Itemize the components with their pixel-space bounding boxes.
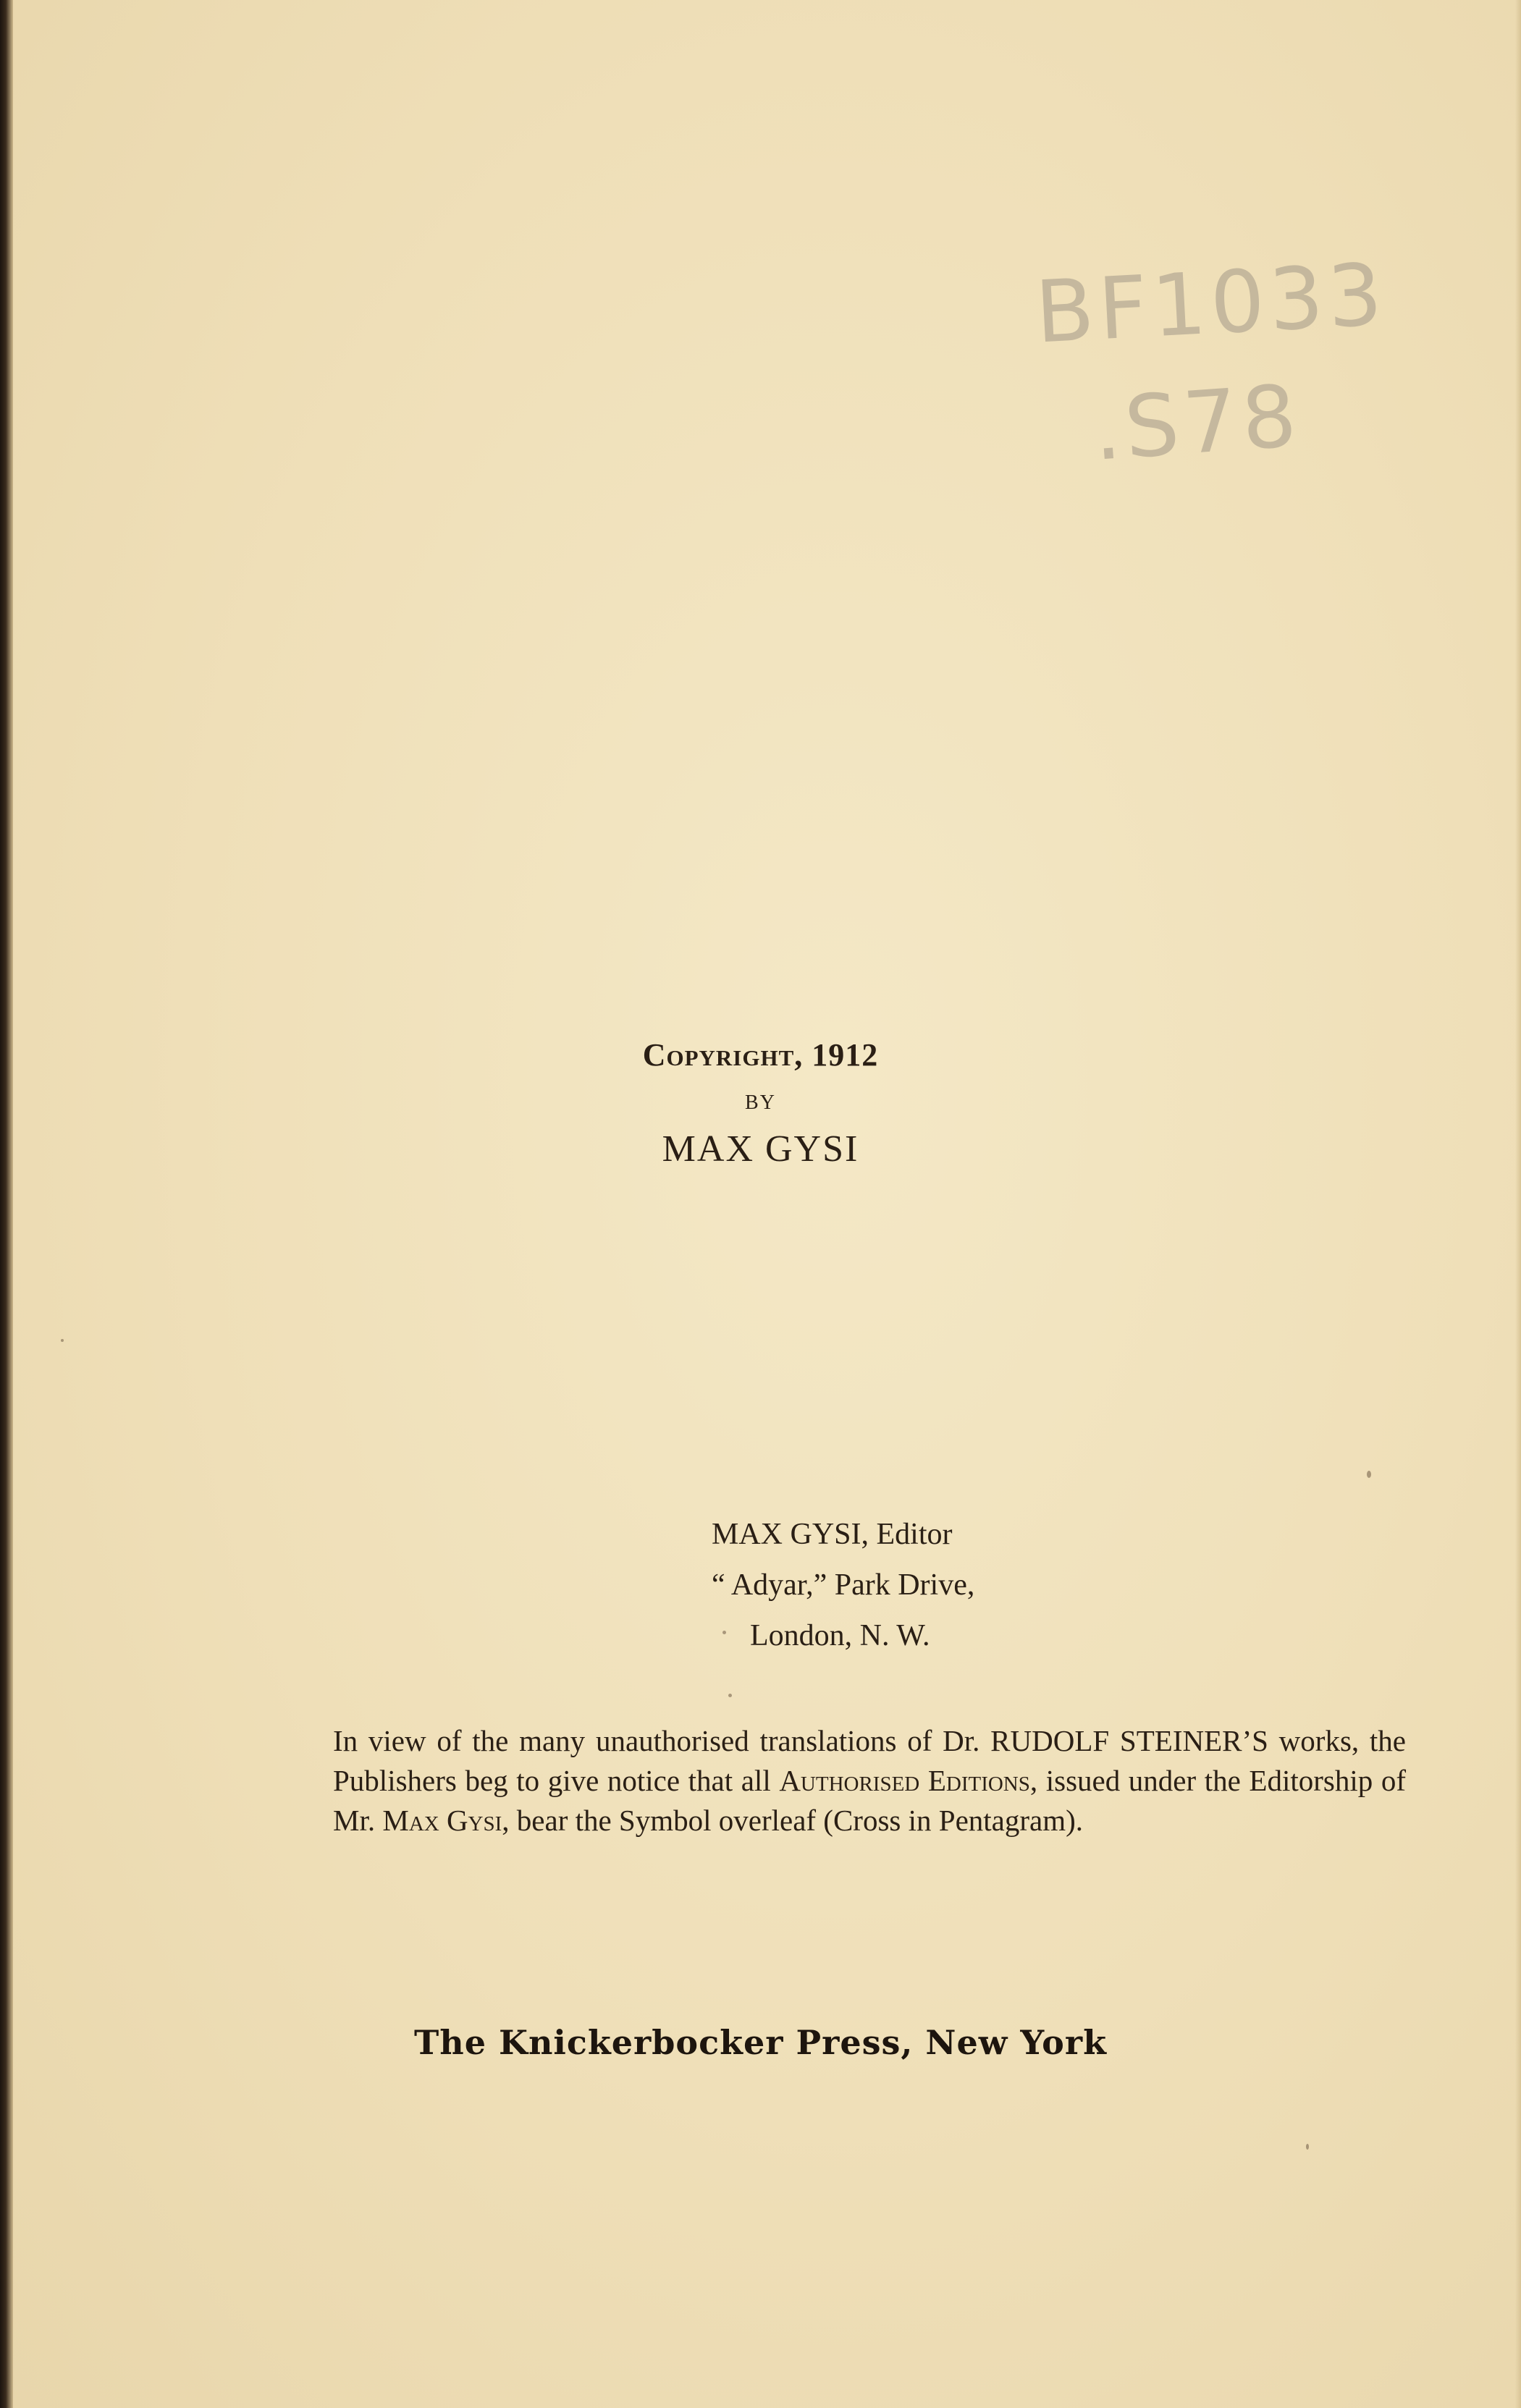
- editor-name: MAX GYSI, Editor: [712, 1518, 953, 1551]
- copyright-by: BY: [745, 1091, 776, 1114]
- notice-text-part-2: , issued under the Editorship of Mr.: [333, 1764, 1407, 1837]
- library-call-number-stamp-line-2: .S78: [1090, 366, 1305, 480]
- copyright-line: Copyright, 1912: [642, 1037, 879, 1073]
- library-call-number-stamp-line-1: BF1033: [1032, 244, 1389, 363]
- copyright-holder: MAX GYSI: [662, 1128, 859, 1170]
- paper-speck: [722, 1631, 726, 1634]
- publisher-imprint: The Knickerbocker Press, New York: [414, 2023, 1107, 2062]
- editor-address-line-2: London, N. W.: [750, 1619, 930, 1652]
- notice-max-gysi: Max Gysi: [382, 1804, 502, 1837]
- notice-authorised-editions: Authorised Editions: [779, 1764, 1030, 1797]
- paper-speck: [1306, 2144, 1309, 2150]
- editor-address-block: [712, 1509, 1117, 1661]
- paper-speck: [728, 1694, 732, 1697]
- authorised-editions-notice: [333, 1721, 1406, 1841]
- notice-text-part-3: , bear the Symbol overleaf (Cross in Pentagram).: [502, 1804, 1083, 1837]
- editor-address-line-1: “ Adyar,” Park Drive,: [712, 1568, 975, 1602]
- paper-speck: [61, 1339, 64, 1342]
- paper-speck: [1367, 1471, 1371, 1478]
- notice-text-part-1: In view of the many unauthorised translations of Dr. RUDOLF STEINER’S works, the Publishers beg to give notice that all: [333, 1724, 1406, 1797]
